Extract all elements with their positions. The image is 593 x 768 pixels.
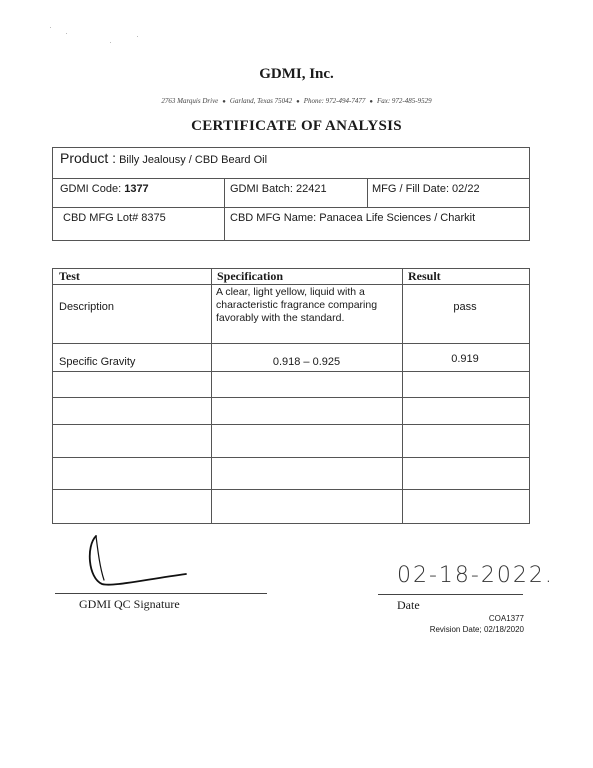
address-phone: Phone: 972-494-7477 — [303, 97, 366, 105]
result-description: pass — [453, 301, 477, 313]
qc-signature-image — [82, 532, 212, 592]
scan-speck — [110, 42, 111, 43]
gdmi-code-value: 1377 — [124, 183, 149, 195]
info-row-divider — [52, 178, 529, 179]
gdmi-code-label: GDMI Code: — [60, 183, 122, 195]
signature-caption: GDMI QC Signature — [79, 597, 180, 611]
info-col-divider — [224, 178, 225, 240]
company-address — [0, 97, 593, 105]
address-fax: Fax: 972-485-9529 — [376, 97, 432, 105]
table-row-divider — [52, 371, 529, 372]
document-code: COA1377 — [488, 614, 524, 623]
table-row-divider — [52, 343, 529, 344]
mfg-name: CBD MFG Name: Panacea Life Sciences / Charkit — [230, 212, 476, 224]
scan-speck — [137, 36, 138, 37]
table-row-divider — [52, 457, 529, 458]
table-row-divider — [52, 489, 529, 490]
bullet-icon: ● — [222, 99, 226, 105]
table-row-divider — [52, 424, 529, 425]
column-header-specification: Specification — [217, 269, 283, 283]
scan-speck — [50, 27, 51, 28]
handwritten-date: 02-18-2022. — [397, 563, 554, 588]
info-row-divider — [52, 207, 529, 208]
table-header-divider — [52, 284, 529, 285]
company-name: GDMI, Inc. — [259, 66, 334, 82]
product-field — [60, 150, 267, 166]
scan-speck — [66, 33, 67, 34]
date-caption: Date — [397, 598, 420, 612]
product-value: Billy Jealousy / CBD Beard Oil — [119, 154, 268, 166]
fill-date: MFG / Fill Date: 02/22 — [372, 183, 480, 195]
address-city: Garland, Texas 75042 — [229, 97, 293, 105]
bullet-icon: ● — [369, 99, 373, 105]
spec-specific-gravity: 0.918 – 0.925 — [272, 356, 341, 368]
info-col-divider — [367, 178, 368, 208]
table-row-divider — [52, 397, 529, 398]
mfg-lot: CBD MFG Lot# 8375 — [63, 212, 166, 224]
revision-date: Revision Date; 02/18/2020 — [429, 625, 524, 634]
column-header-test: Test — [59, 269, 80, 283]
test-description: Description — [59, 301, 115, 313]
result-specific-gravity: 0.919 — [451, 353, 479, 365]
test-specific-gravity: Specific Gravity — [59, 356, 136, 368]
product-label: Product : — [60, 150, 117, 166]
table-col-divider — [211, 268, 212, 523]
signature-line — [55, 593, 267, 594]
document-title: CERTIFICATE OF ANALYSIS — [191, 118, 402, 134]
address-street: 2763 Marquis Drive — [161, 97, 219, 105]
gdmi-batch: GDMI Batch: 22421 — [230, 183, 327, 195]
date-line — [378, 594, 523, 595]
spec-description: A clear, light yellow, liquid with a characteristic fragrance comparing favorably with the standard. — [216, 286, 378, 324]
gdmi-code-field — [60, 183, 149, 195]
bullet-icon: ● — [296, 99, 300, 105]
column-header-result: Result — [408, 269, 441, 283]
